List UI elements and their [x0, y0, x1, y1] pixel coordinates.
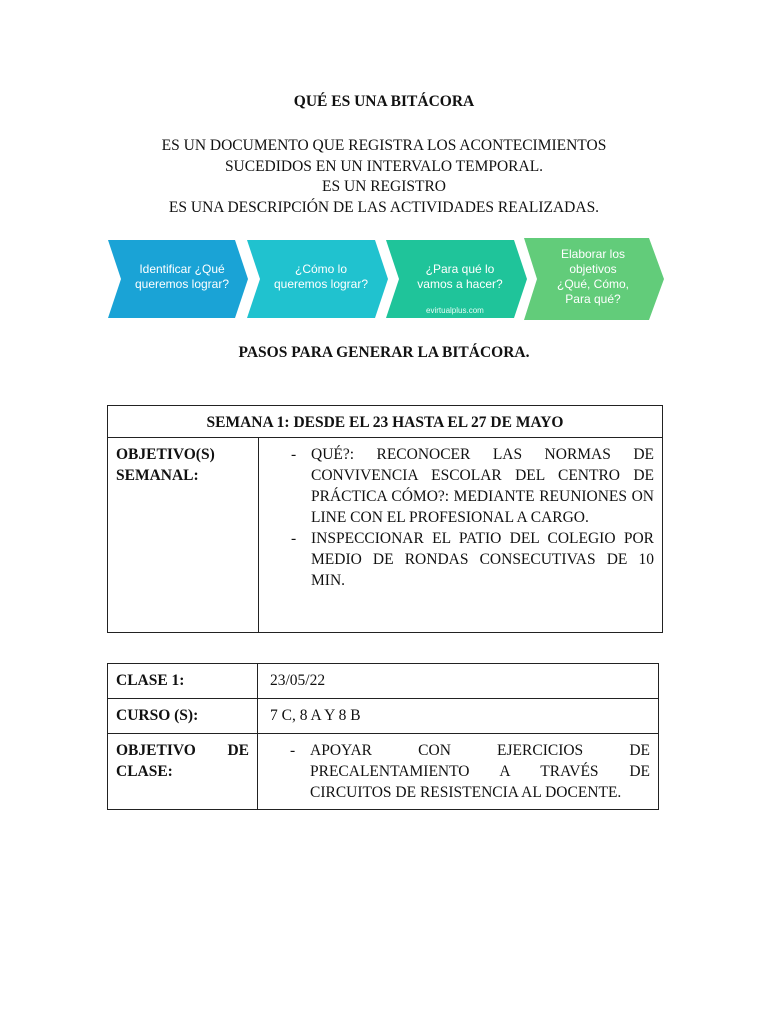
week-table	[107, 405, 663, 633]
objetivo-clase-content	[258, 734, 659, 810]
list-item: - APOYAR CON EJERCICIOS DE PRECALENTAMIENTO A TRAVÉS DE CIRCUITOS DE RESISTENCIA AL DOCENTE.	[310, 740, 650, 803]
curso-value: 7 C, 8 A Y 8 B	[258, 699, 659, 734]
step-label-2: ¿Cómo lo queremos lograr?	[273, 262, 369, 291]
list-item: - INSPECCIONAR EL PATIO DEL COLEGIO POR MEDIO DE RONDAS CONSECUTIVAS DE 10 MIN.	[311, 528, 654, 591]
intro-line: SUCEDIDOS EN UN INTERVALO TEMPORAL.	[224, 157, 544, 175]
steps-diagram	[108, 238, 664, 320]
week-objective-label: OBJETIVO(S) SEMANAL:	[108, 438, 259, 633]
objetivo-clase-label: OBJETIVO DE CLASE:	[108, 734, 258, 810]
week-header: SEMANA 1: DESDE EL 23 HASTA EL 27 DE MAYO	[108, 406, 663, 438]
page-title: QUÉ ES UNA BITÁCORA	[293, 93, 475, 110]
week-objective-list	[267, 444, 654, 591]
intro-line: ES UN DOCUMENTO QUE REGISTRA LOS ACONTECIMIENTOS	[161, 137, 607, 154]
step-label-4: Elaborar los objetivos ¿Qué, Cómo, Para qué?	[556, 247, 630, 306]
clase-label: CLASE 1:	[108, 664, 258, 699]
class-objective-list	[266, 740, 650, 803]
section-subtitle: PASOS PARA GENERAR LA BITÁCORA.	[238, 344, 530, 361]
clase-value: 23/05/22	[258, 664, 659, 699]
intro-text	[0, 136, 768, 218]
curso-label: CURSO (S):	[108, 699, 258, 734]
intro-line: ES UNA DESCRIPCIÓN DE LAS ACTIVIDADES REALIZADAS.	[168, 198, 600, 216]
class-table	[107, 663, 659, 810]
step-label-1: Identificar ¿Qué queremos lograr?	[134, 262, 230, 291]
week-objective-content	[259, 438, 663, 633]
intro-line: ES UN REGISTRO	[321, 178, 446, 195]
step-label-3: ¿Para qué lo vamos a hacer?	[417, 262, 503, 291]
watermark: evirtualplus.com	[426, 306, 484, 315]
list-item: - QUÉ?: RECONOCER LAS NORMAS DE CONVIVENCIA ESCOLAR DEL CENTRO DE PRÁCTICA CÓMO?: MEDIANTE REUNIONES ON LINE CON EL PROFESIONAL A CARGO.	[311, 444, 654, 528]
